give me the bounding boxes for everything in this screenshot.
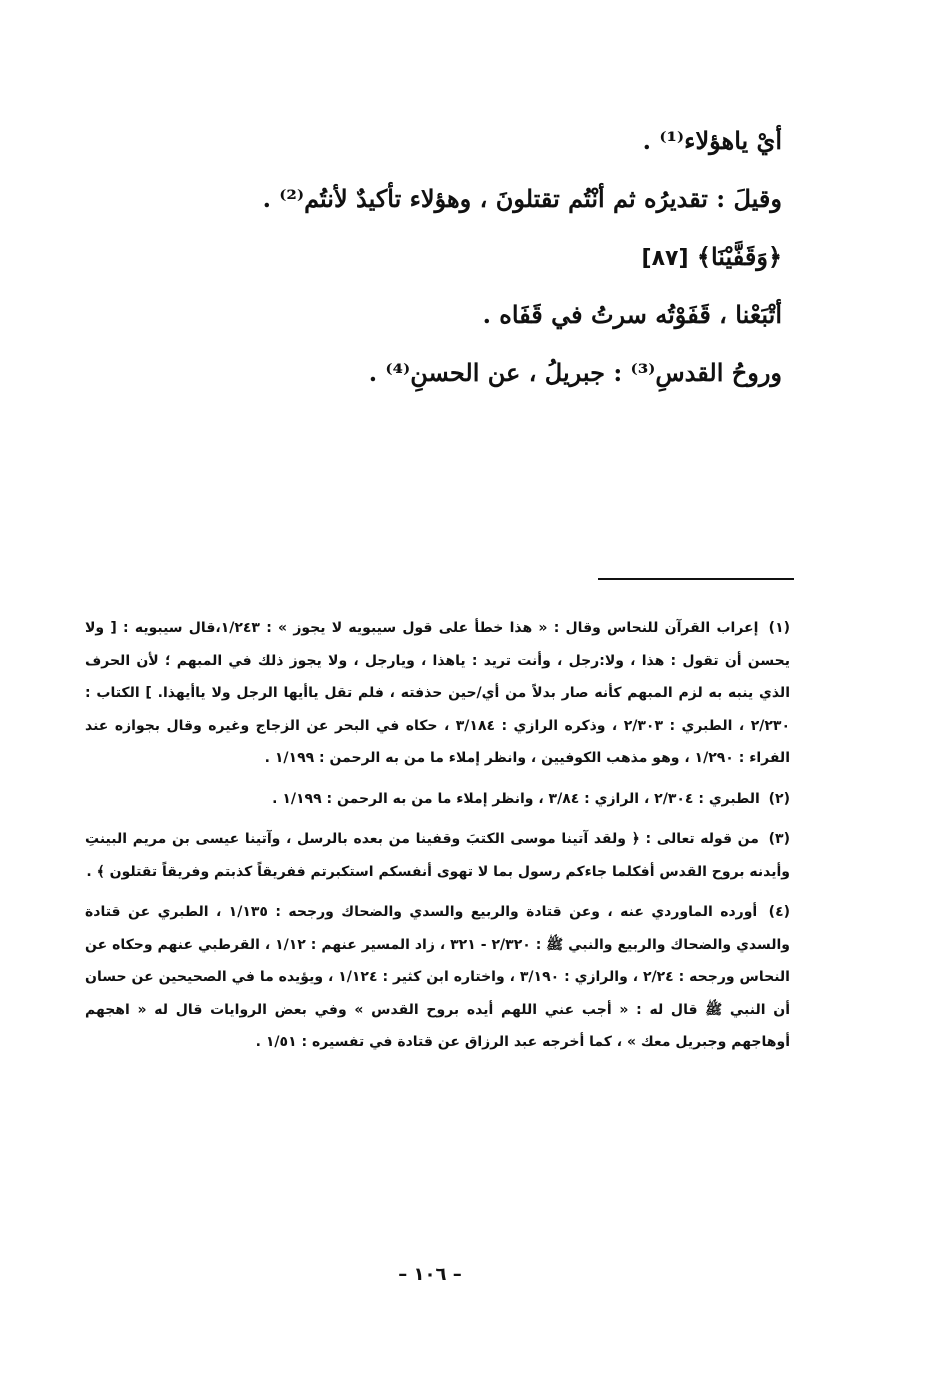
footnote-number: (١) xyxy=(768,620,791,636)
footnote-number: (٣) xyxy=(768,831,790,847)
page-number: – ١٠٦ – xyxy=(398,1264,462,1285)
footnote-1 xyxy=(85,612,790,775)
verse-reference: [٨٧] xyxy=(641,246,689,271)
text-line-2: وقيلَ : تقديرُه ثم أنْتُم تقتلونَ ، وهؤلاء تأكيدٌ لأنتُم⁽²⁾ . xyxy=(262,184,782,213)
footnote-4 xyxy=(85,896,790,1059)
footnote-number: (٤) xyxy=(768,904,791,920)
main-text xyxy=(142,112,782,402)
text-line-1: أيْ ياهؤلاء⁽¹⁾ . xyxy=(642,126,782,155)
footnote-2 xyxy=(85,783,790,816)
footnote-number: (٢) xyxy=(768,790,790,807)
footnote-text: إعراب القرآن للنحاس وقال : « هذا خطأ على قول سيبويه لا يجوز » : ١/٢٤٣،قال سيبويه : [ ولا يحسن أن تقول : هذا ، ولا:رجل ، وأنت تريد : ياهذا ، ويارجل ، ولا يجوز ذلك في المبهم ؛ لأن الحرف الذي ينبه به لزم المبهم كأنه صار بدلاً من أي/حين حذفته ، فلم تقل ياأيها الرجل ولا ياأيهذا. ] الكتاب : ٢/٢٣٠ ، الطبري : ٢/٣٠٣ ، وذكره الرازي : ٣/١٨٤ ، حكاه في البحر عن الزجاج وغيره وقال بجوازه عند الفراء : ١/٢٩٠ ، وهو مذهب الكوفيين ، وانظر إملاء ما من به الرحمن : ١/١٩٩ . xyxy=(85,620,790,766)
footnote-text: من قوله تعالى : ﴿ ولقد آتينا موسى الكتبَ وقفينا من بعده بالرسل ، وآتينا عيسى بن مريم البينتِ وأيدنه بروح القدس أفكلما جاءكم رسول بما لا تهوى أنفسكم استكبرتم ففريقاً كذبتم وفريقاً تقتلون ﴾ . xyxy=(85,831,790,880)
footnotes xyxy=(85,612,790,1067)
footnote-separator xyxy=(598,578,794,580)
quran-word: ﴿وَقَفَّيْنَا﴾ xyxy=(696,242,782,271)
footnote-3 xyxy=(85,823,790,888)
footnote-text: الطبري : ٢/٣٠٤ ، الرازي : ٣/٨٤ ، وانظر إملاء ما من به الرحمن : ١/١٩٩ . xyxy=(272,790,760,807)
quran-word-line xyxy=(142,228,782,286)
text-line-4: أتْبَعْنا ، قَفَوْتُه سرتُ في قَفَاه . xyxy=(482,300,782,329)
footnote-text: أورده الماوردي عنه ، وعن قتادة والربيع والسدي والضحاك ورجحه : ١/١٣٥ ، الطبري عن قتادة والسدي والضحاك والربيع والنبي ﷺ : ٢/٣٢٠ - ٣٢١ ، زاد المسير عنهم : ١/١٢ ، القرطبي عنهم وحكاه عن النحاس ورجحه : ٢/٢٤ ، والرازي : ٣/١٩٠ ، واختاره ابن كثير : ١/١٢٤ ، ويؤيده ما في الصحيحين عن حسان أن النبي ﷺ قال له : « أجب عني اللهم أيده بروح القدس » وفي بعض الروايات قال له « اهجهم أوهاجهم وجبريل معك » ، كما أخرجه عبد الرزاق عن قتادة في تفسيره : ١/٥١ . xyxy=(85,904,790,1050)
text-line-5: وروحُ القدسِ⁽³⁾ : جبريلُ ، عن الحسنِ⁽⁴⁾ . xyxy=(368,358,782,387)
